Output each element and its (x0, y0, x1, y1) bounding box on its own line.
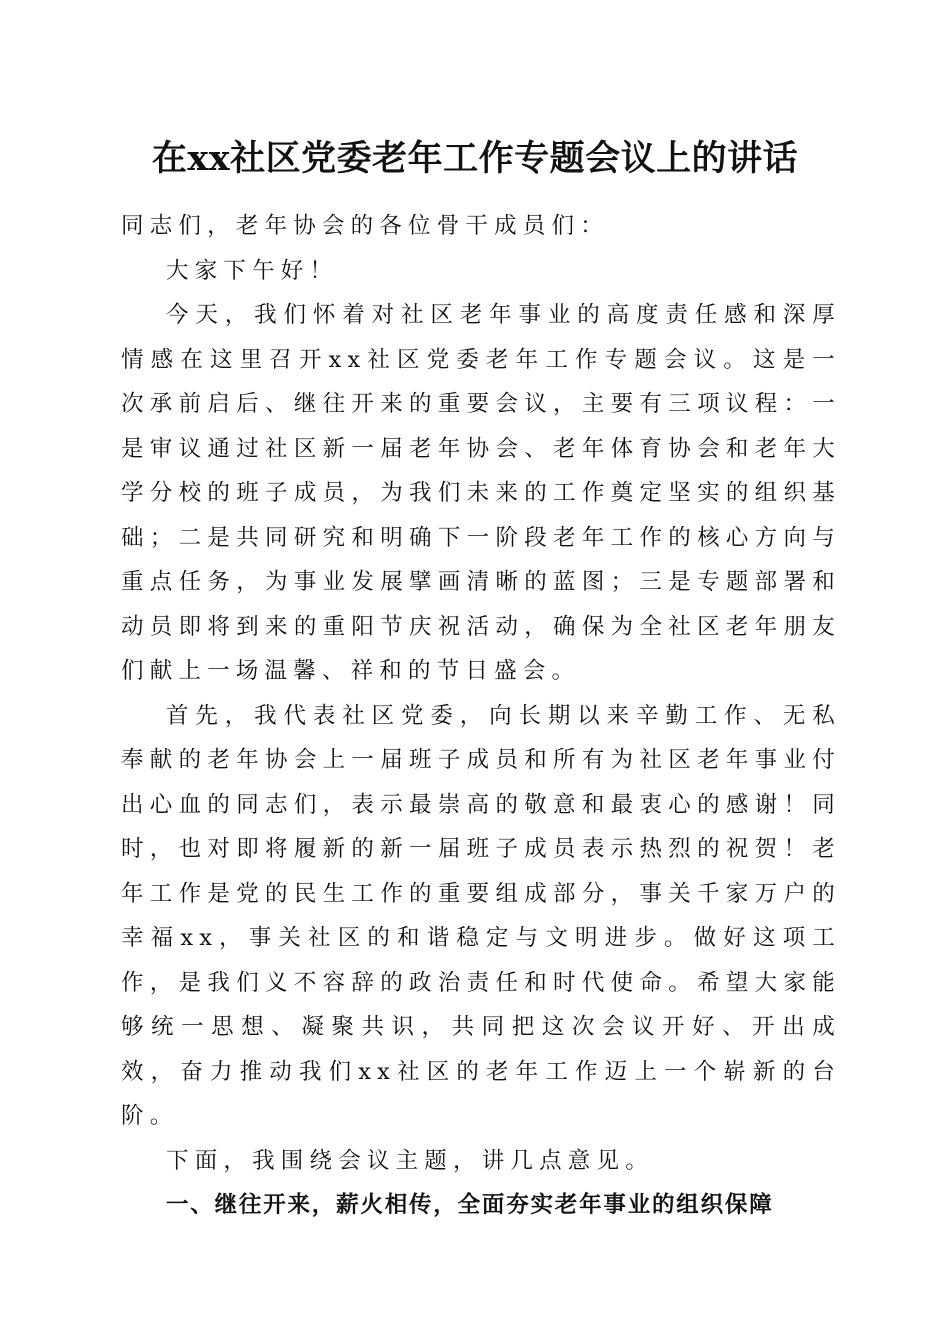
document-title: 在xx社区党委老年工作专题会议上的讲话 (151, 138, 799, 179)
section-heading-1: 一、继往开来，薪火相传，全面夯实老年事业的组织保障 (166, 1192, 774, 1218)
document-body (121, 204, 841, 1228)
paragraph-intro-points: 下面，我围绕会议主题，讲几点意见。 (166, 1147, 654, 1174)
greeting: 大家下午好！ (166, 257, 339, 284)
paragraph-agenda: 今天，我们怀着对社区老年事业的高度责任感和深厚情感在这里召开xx社区党委老年工作专题会议。这是一次承前启后、继往开来的重要会议，主要有三项议程：一是审议通过社区新一届老年协会、老年体育协会和老年大学分校的班子成员，为我们未来的工作奠定坚实的组织基础；二是共同研究和明确下一阶段老年工作的核心方向与重点任务，为事业发展擘画清晰的蓝图；三是专题部署和动员即将到来的重阳节庆祝活动，确保为全社区老年朋友们献上一场温馨、祥和的节日盛会。 (121, 302, 841, 684)
paragraph-thanks: 首先，我代表社区党委，向长期以来辛勤工作、无私奉献的老年协会上一届班子成员和所有为社区老年事业付出心血的同志们，表示最崇高的敬意和最衷心的感谢！同时，也对即将履新的新一届班子成员表示热烈的祝贺！老年工作是党的民生工作的重要组成部分，事关千家万户的幸福xx，事关社区的和谐稳定与文明进步。做好这项工作，是我们义不容辞的政治责任和时代使命。希望大家能够统一思想、凝聚共识，共同把这次会议开好、开出成效，奋力推动我们xx社区的老年工作迈上一个崭新的台阶。 (121, 702, 841, 1129)
salutation: 同志们，老年协会的各位骨干成员们： (121, 213, 609, 239)
